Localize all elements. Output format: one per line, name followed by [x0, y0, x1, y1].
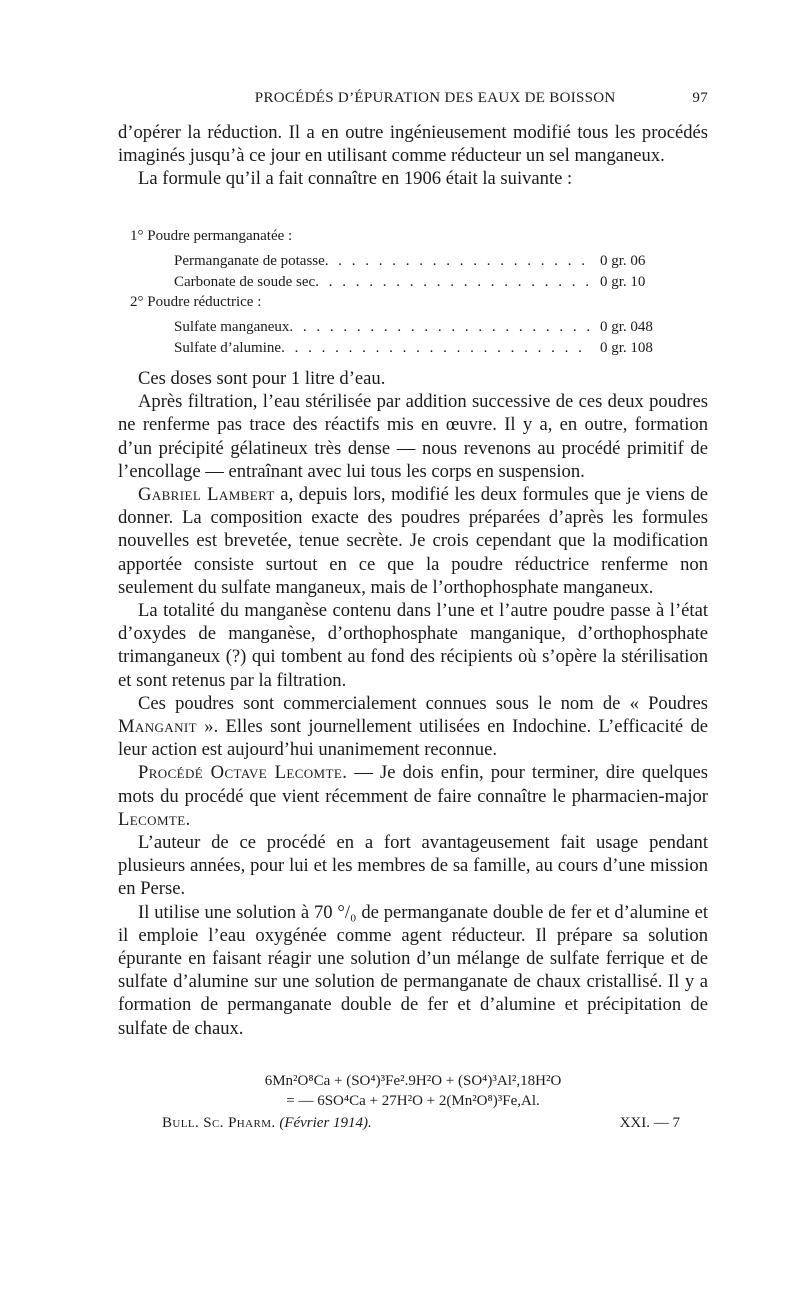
- recipe-item: [130, 272, 670, 293]
- paragraph: La totalité du manganèse contenu dans l’une et l’autre poudre passe à l’état d’oxydes de manganèse, d’orthophosphate manganique, d’orthophosphate trimanganeux (?) qui tombent au fond des récipients où s’opère la stérilisation et sont retenus par la filtration.: [118, 600, 708, 691]
- paragraph: d’opérer la réduction. Il a en outre ingénieusement modifié tous les procédés imaginés jusqu’à ce jour en utilisant comme réducteur un sel manganeux.: [118, 122, 708, 167]
- issue-date: (Février 1914).: [279, 1115, 372, 1131]
- leader-dots: [281, 338, 592, 359]
- recipe-item: [130, 251, 670, 272]
- volume-number: XXI. — 7: [619, 1115, 680, 1131]
- paragraph: Ces doses sont pour 1 litre d’eau.: [138, 368, 386, 389]
- leader-dots: [325, 251, 592, 272]
- equation-line-1: 6Mn²O⁸Ca + (SO⁴)³Fe².9H²O + (SO⁴)³Al²,18H²O: [264, 1073, 562, 1089]
- page-footer: [162, 1115, 680, 1132]
- recipe-section-2: [130, 292, 670, 359]
- page-number: 97: [692, 90, 708, 106]
- chemical-equation: [118, 1071, 708, 1111]
- recipe-heading: 2° Poudre réductrice :: [130, 294, 262, 310]
- paragraph-text: ». Elles sont journellement utilisées en Indochine. L’efficacité de leur action est aujourd’hui unanimement reconnue.: [118, 716, 708, 761]
- section-title: Procédé Octave Lecomte.: [138, 762, 348, 784]
- recipe-item: [130, 317, 670, 338]
- body-text: [118, 367, 708, 1040]
- paragraph: [118, 692, 708, 762]
- author-name: Gabriel Lambert: [138, 484, 275, 506]
- leader-dots: [315, 272, 592, 293]
- paragraph: L’auteur de ce procédé en a fort avantageusement fait usage pendant plusieurs années, pour lui et les membres de sa famille, au cours d’une mission en Perse.: [118, 832, 708, 900]
- paragraph-text: Ces poudres sont commercialement connues sous le nom de « Poudres: [138, 692, 708, 714]
- recipe-item-name: Sulfate manganeux: [174, 319, 290, 335]
- paragraph: [118, 483, 708, 599]
- recipe-item-name: Carbonate de soude sec: [174, 274, 316, 290]
- paragraph: Après filtration, l’eau stérilisée par addition successive de ces deux poudres ne renferme pas trace des réactifs mis en œuvre. Il y a, en outre, formation d’un précipité gélatineux très dense — nous revenons au procédé primitif de l’encollage — entraînant avec lui tous les corps en suspension.: [118, 391, 708, 482]
- recipe-item-qty: 0 gr. 06: [600, 253, 646, 269]
- paragraph: La formule qu’il a fait connaître en 1906 était la suivante :: [138, 168, 573, 190]
- recipe-section-1: [130, 226, 670, 293]
- recipe-item-qty: 0 gr. 048: [600, 319, 653, 335]
- recipe-item: [130, 338, 670, 359]
- paragraph: [118, 761, 708, 831]
- recipe-item-qty: 0 gr. 10: [600, 274, 646, 290]
- author-name: Lecomte: [118, 808, 186, 830]
- running-title: PROCÉDÉS D’ÉPURATION DES EAUX DE BOISSON: [254, 90, 616, 106]
- recipe-item-name: Permanganate de potasse: [174, 253, 325, 269]
- paragraph: Il utilise une solution à 70 °/₀ de permanganate double de fer et d’alumine et il emploie l’eau oxygénée comme agent réducteur. Il prépare sa solution épurante en faisant réagir une solution d’un mélange de sulfate ferrique et de sulfate d’alumine sur une solution de permanganate de chaux cristallisé. Il y a formation de permanganate double de fer et d’alumine et précipitation de sulfate de chaux.: [118, 901, 708, 1039]
- recipe-heading: 1° Poudre permanganatée :: [130, 228, 293, 244]
- paragraph-text: .: [185, 808, 191, 830]
- recipe-item-name: Sulfate d’alumine: [174, 340, 282, 356]
- leader-dots: [289, 317, 592, 338]
- running-header: [118, 90, 708, 107]
- product-name: Manganit: [118, 716, 197, 738]
- paragraph-text: a, depuis lors, modifié les deux formules que je viens de donner. La composition exacte des poudres préparées d’après les formules nouvelles est brevetée, tenue secrète. Je crois cependant que la modification apportée consiste surtout en ce que la poudre réductrice renferme non seulement du sulfate manganeux, mais de l’orthophosphate manganeux.: [118, 484, 708, 598]
- recipe-item-qty: 0 gr. 108: [600, 340, 653, 356]
- equation-line-2: = — 6SO⁴Ca + 27H²O + 2(Mn²O⁸)³Fe,Al.: [286, 1093, 540, 1109]
- intro-text: [118, 121, 708, 191]
- journal-name: Bull. Sc. Pharm.: [162, 1115, 276, 1131]
- journal-citation: [162, 1115, 372, 1132]
- paragraph-text: — Je dois enfin, pour terminer, dire quelques mots du procédé que vient récemment de faire connaître le pharmacien-major: [118, 762, 709, 807]
